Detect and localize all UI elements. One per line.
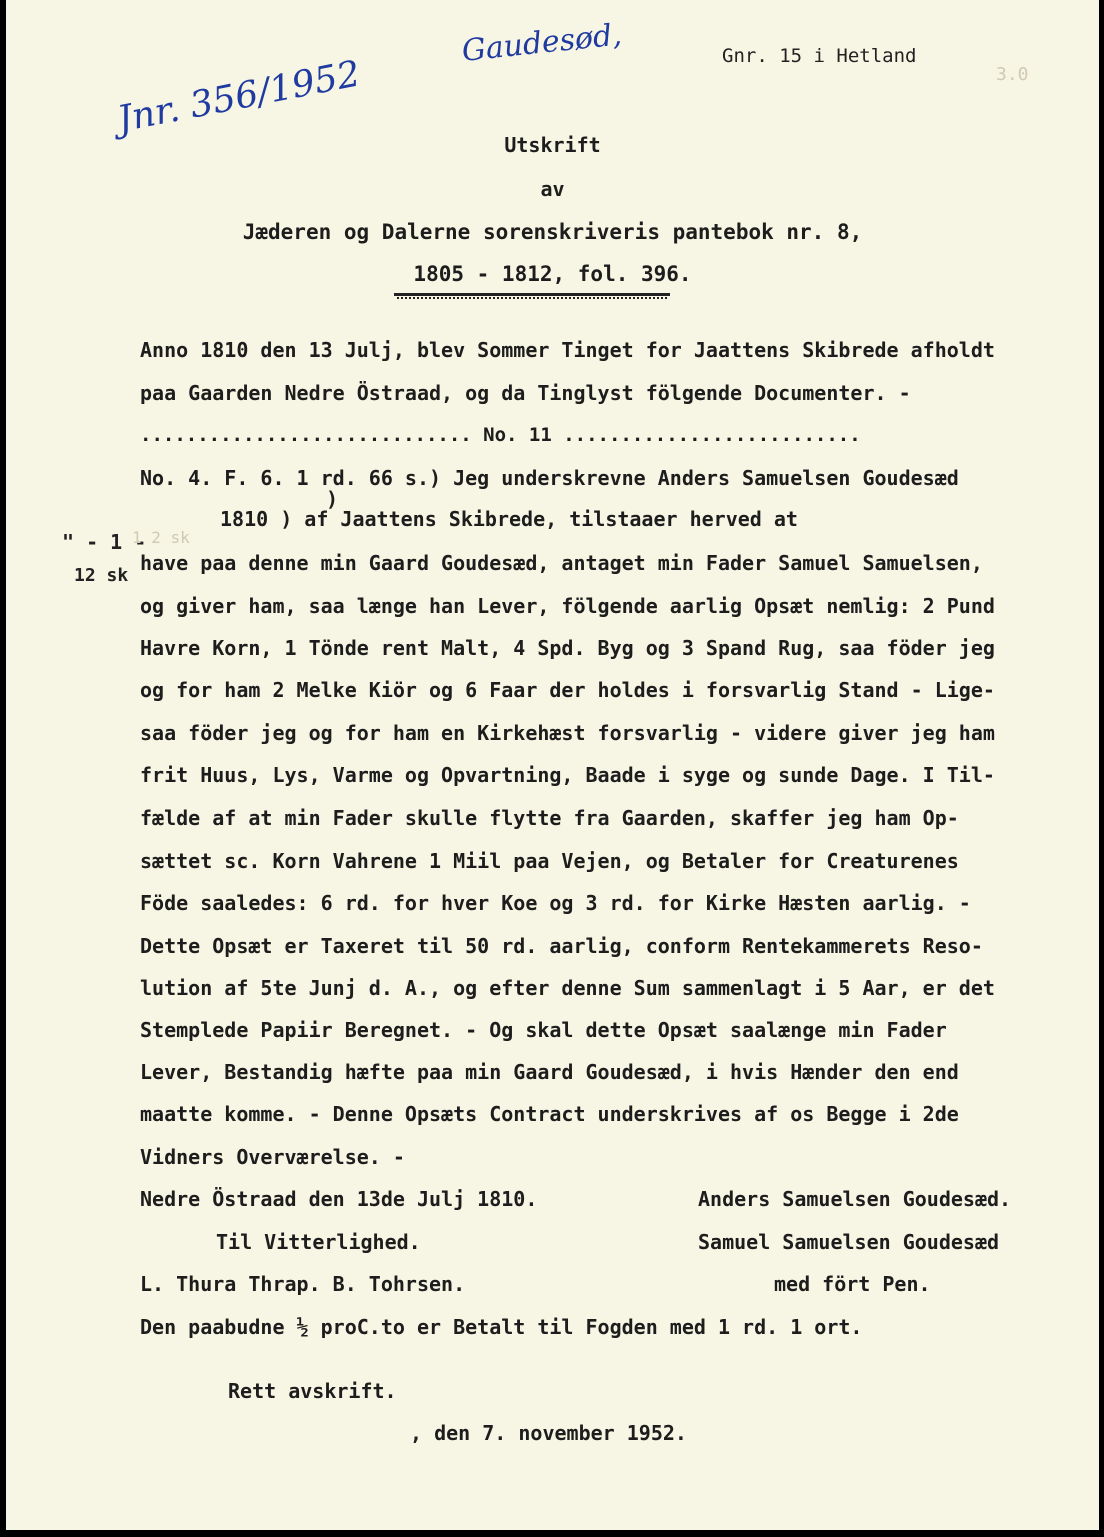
handwritten-journal-number: Jnr. 356/1952: [114, 53, 364, 141]
doc-title: Utskrift: [504, 133, 601, 157]
signature-samuel: Samuel Samuelsen Goudesæd: [698, 1230, 1000, 1254]
handwritten-place-name: Gaudesød,: [460, 17, 624, 69]
signature-anders: Anders Samuelsen Goudesæd.: [698, 1187, 1012, 1211]
body-line: Dette Opsæt er Taxeret til 50 rd. aarlig, conform Rentekammerets Reso-: [140, 934, 983, 958]
body-line: Vidners Overværelse. -: [140, 1145, 405, 1169]
body-line: og giver ham, saa længe han Lever, fölgende aarlig Opsæt nemlig: 2 Pund: [140, 594, 995, 618]
body-line: Lever, Bestandig hæfte paa min Gaard Goudesæd, i hvis Hænder den end: [140, 1060, 959, 1084]
body-line: 1810 ) af Jaattens Skibrede, tilstaaer herved at: [220, 507, 798, 531]
body-line: sættet sc. Korn Vahrene 1 Miil paa Vejen, og Betaler for Creaturenes: [140, 849, 959, 873]
body-line: og for ham 2 Melke Kiör og 6 Faar der holdes i forsvarlig Stand - Lige-: [140, 678, 995, 702]
place-date-line: Nedre Östraad den 13de Julj 1810.: [140, 1187, 538, 1211]
body-line: Anno 1810 den 13 Julj, blev Sommer Tinget for Jaattens Skibrede afholdt: [140, 338, 995, 362]
title-underline-dots: [397, 297, 667, 299]
body-line: Havre Korn, 1 Tönde rent Malt, 4 Spd. Byg og 3 Spand Rug, saa föder jeg: [140, 636, 995, 660]
document-page: [6, 0, 1099, 1530]
body-line: No. 4. F. 6. 1 rd. 66 s.) Jeg underskrevne Anders Samuelsen Goudesæd: [140, 466, 959, 490]
title-underline: [394, 293, 670, 296]
body-line: Stemplede Papiir Beregnet. - Og skal dette Opsæt saalænge min Fader: [140, 1018, 947, 1042]
body-line: ): [326, 487, 339, 511]
faint-page-mark: 3.0: [996, 64, 1029, 85]
witness-heading: Til Vitterlighed.: [216, 1230, 421, 1254]
doc-title-period: 1805 - 1812, fol. 396.: [413, 262, 692, 286]
body-line: frit Huus, Lys, Varme og Opvartning, Baade i syge og sunde Dage. I Til-: [140, 763, 995, 787]
body-line: Föde saaledes: 6 rd. for hver Koe og 3 rd. for Kirke Hæsten aarlig. -: [140, 891, 971, 915]
margin-note-1: " - 1 -: [62, 530, 147, 554]
body-line: maatte komme. - Denne Opsæts Contract underskrives af os Begge i 2de: [140, 1102, 959, 1126]
closing-date: , den 7. november 1952.: [410, 1421, 687, 1445]
property-reference: Gnr. 15 i Hetland: [722, 45, 917, 67]
signature-note: med fört Pen.: [774, 1272, 931, 1296]
fee-line: Den paabudne ½ proC.to er Betalt til Fogden med 1 rd. 1 ort.: [140, 1315, 863, 1339]
body-line: paa Gaarden Nedre Östraad, og da Tinglyst fölgende Documenter. -: [140, 381, 911, 405]
body-line: have paa denne min Gaard Goudesæd, antaget min Fader Samuel Samuelsen,: [140, 551, 983, 575]
doc-title-av: av: [540, 177, 565, 201]
body-line: ............................. No. 11 ..........................: [140, 424, 861, 446]
faint-margin-mark: 1 2 sk: [132, 528, 190, 547]
body-line: lution af 5te Junj d. A., og efter denne Sum sammenlagt i 5 Aar, er det: [140, 976, 995, 1000]
witness-names: L. Thura Thrap. B. Tohrsen.: [140, 1272, 466, 1296]
body-line: saa föder jeg og for ham en Kirkehæst forsvarlig - videre giver jeg ham: [140, 721, 995, 745]
margin-note-2: 12 sk: [74, 565, 129, 586]
doc-title-source: Jæderen og Dalerne sorenskriveris pantebok nr. 8,: [242, 220, 863, 244]
body-line: fælde af at min Fader skulle flytte fra Gaarden, skaffer jeg ham Op-: [140, 806, 959, 830]
certified-copy: Rett avskrift.: [228, 1379, 397, 1403]
